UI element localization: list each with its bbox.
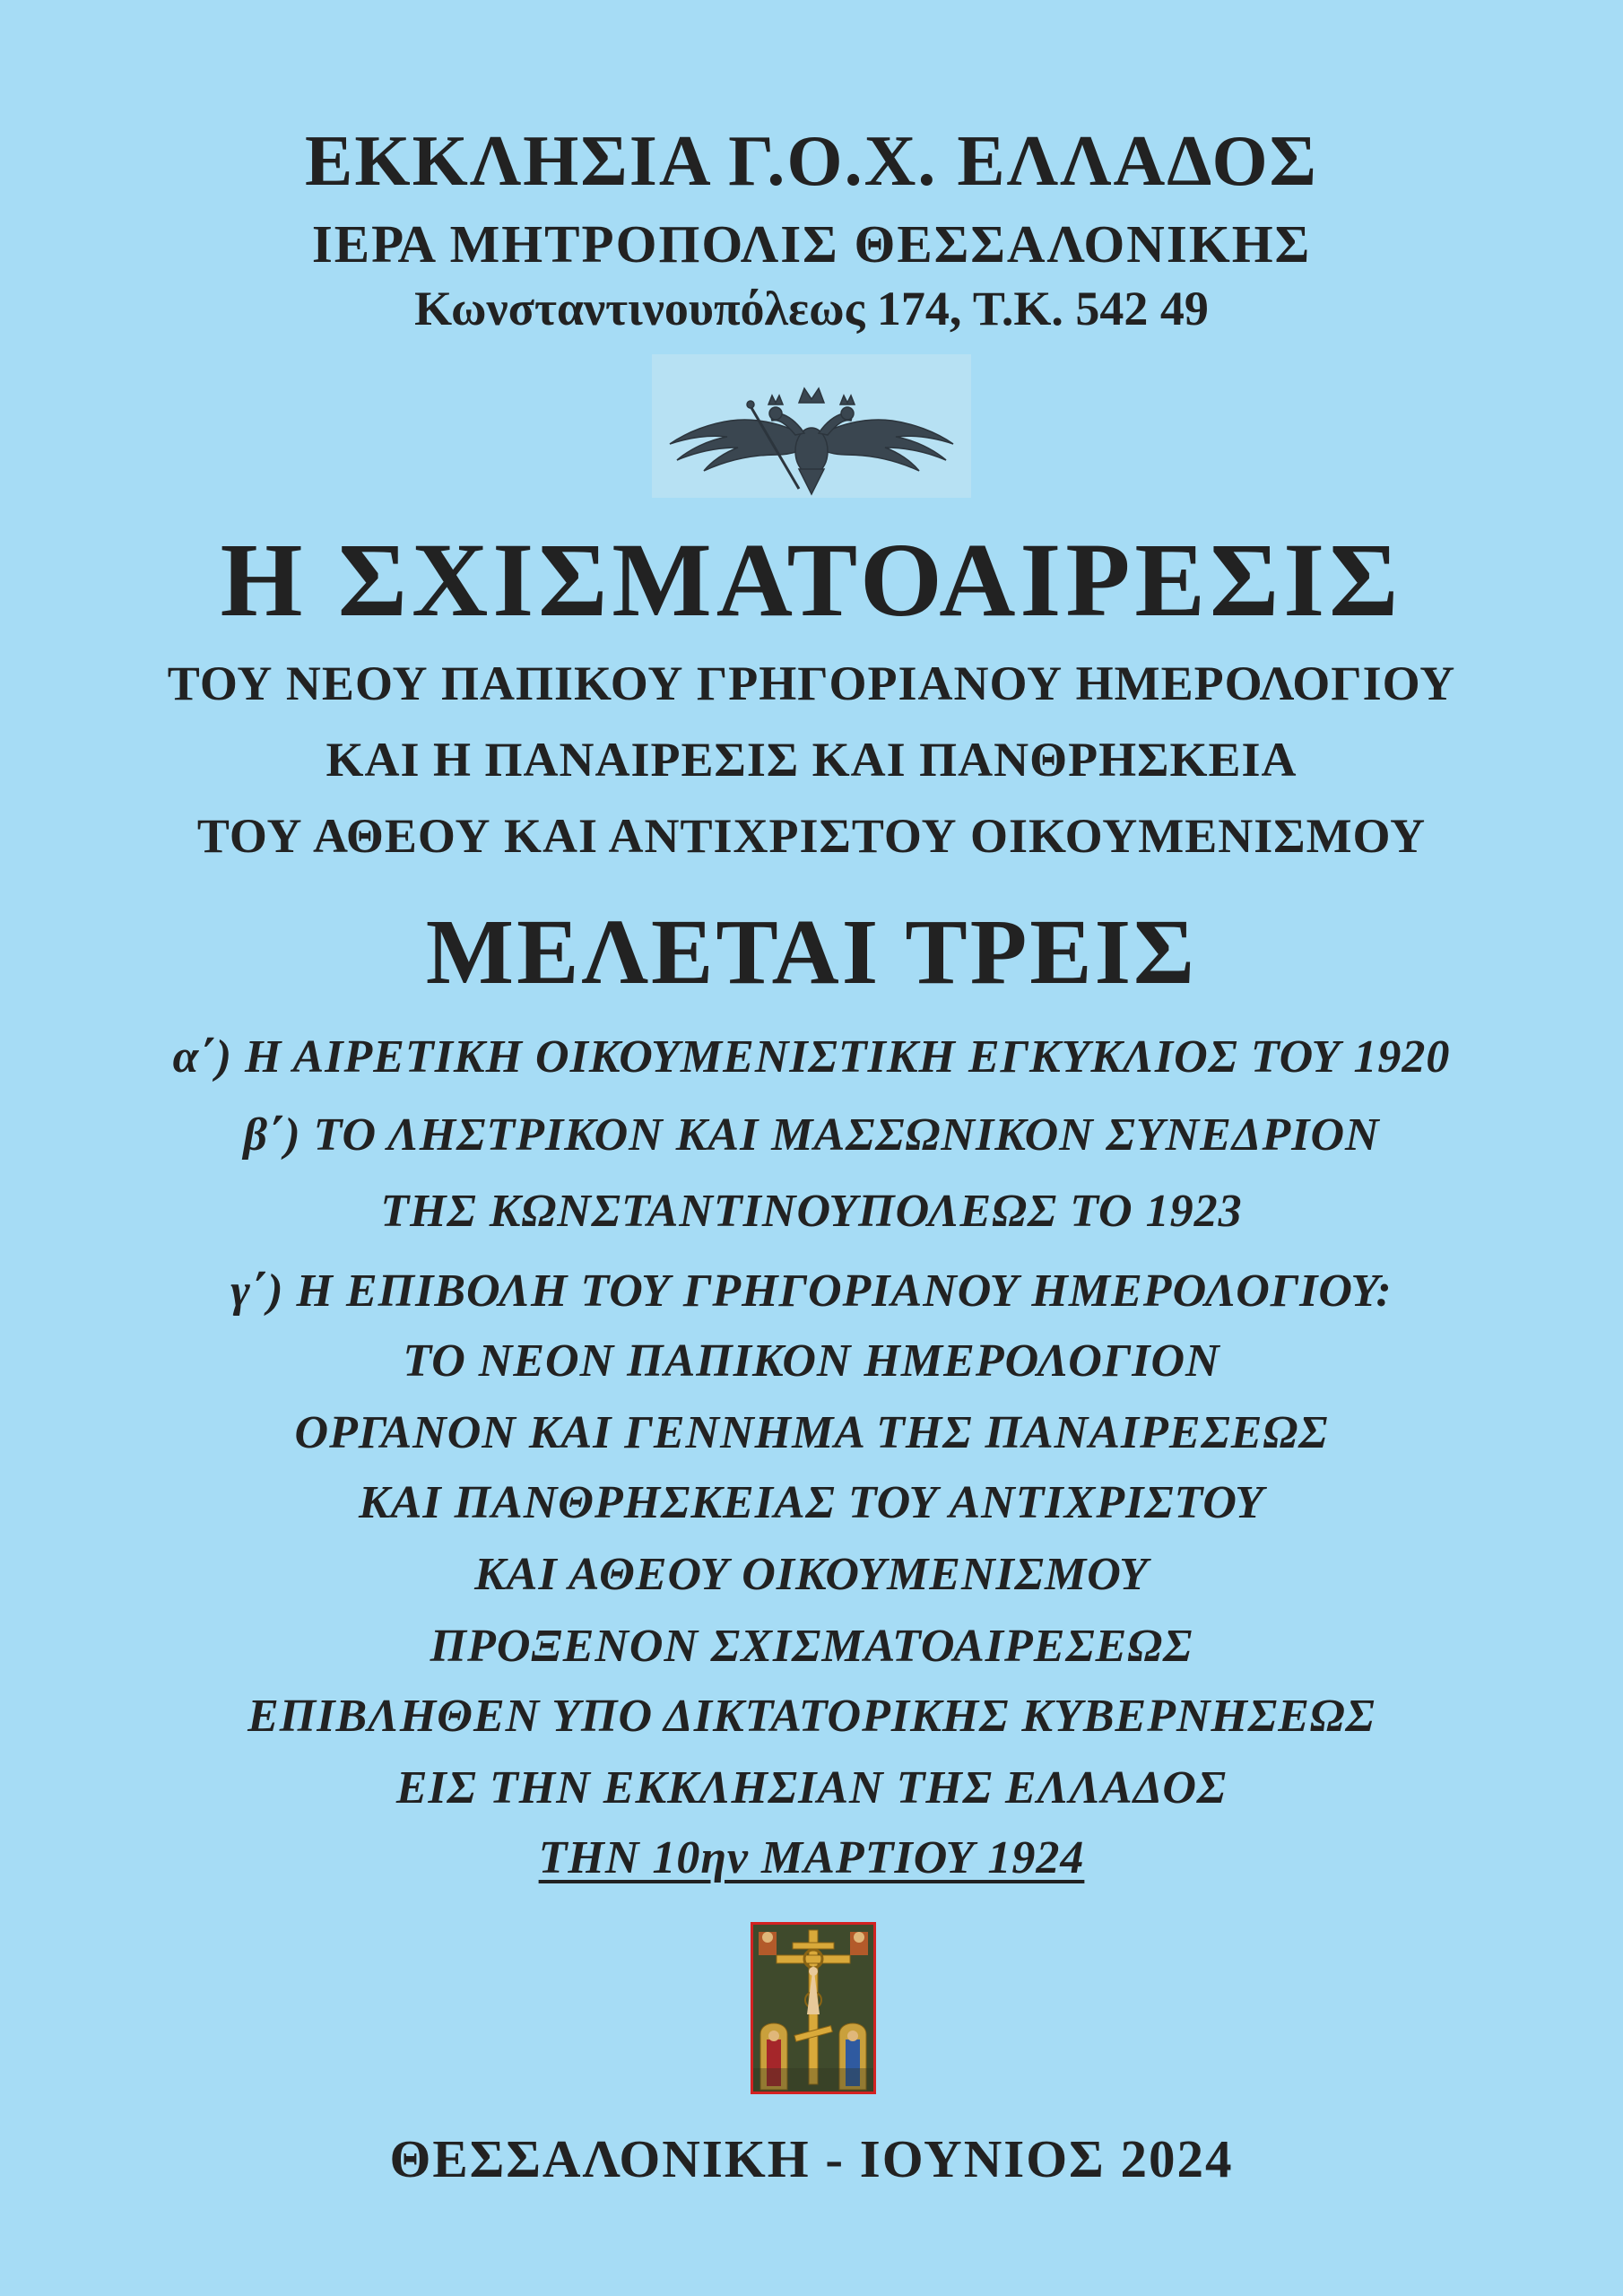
header-metropolis: ΙΕΡΑ ΜΗΤΡΟΠΟΛΙΣ ΘΕΣΣΑΛΟΝΙΚΗΣ <box>311 214 1312 274</box>
date-text: ΤΗΝ 10ην ΜΑΡΤΙΟΥ 1924 <box>538 1832 1085 1883</box>
footer-place-date: ΘΕΣΣΑΛΟΝΙΚΗ - ΙΟΥΝΙΟΣ 2024 <box>389 2129 1234 2188</box>
contents-line: ΟΡΓΑΝΟΝ ΚΑΙ ΓΕΝΝΗΜΑ ΤΗΣ ΠΑΝΑΙΡΕΣΕΩΣ <box>294 1407 1329 1458</box>
contents-date-line <box>0 1832 1623 1883</box>
header-church: ΕΚΚΛΗΣΙΑ Γ.Ο.Χ. ΕΛΛΑΔΟΣ <box>305 122 1318 201</box>
contents-line: ΚΑΙ ΠΑΝΘΡΗΣΚΕΙΑΣ ΤΟΥ ΑΝΤΙΧΡΙΣΤΟΥ <box>358 1477 1265 1528</box>
contents-line: γ΄) Η ΕΠΙΒΟΛΗ ΤΟΥ ΓΡΗΓΟΡΙΑΝΟΥ ΗΜΕΡΟΛΟΓΙΟΥ: <box>230 1265 1393 1317</box>
main-title: Η ΣΧΙΣΜΑΤΟΑΙΡΕΣΙΣ <box>220 521 1403 639</box>
header-address: Κωνσταντινουπόλεως 174, Τ.Κ. 542 49 <box>414 282 1209 335</box>
subtitle-line: ΤΟΥ ΝΕΟΥ ΠΑΠΙΚΟΥ ΓΡΗΓΟΡΙΑΝΟΥ ΗΜΕΡΟΛΟΓΙΟΥ <box>167 657 1456 710</box>
subtitle-line: ΚΑΙ Η ΠΑΝΑΙΡΕΣΙΣ ΚΑΙ ΠΑΝΘΡΗΣΚΕΙΑ <box>325 733 1298 787</box>
contents-line: β΄) ΤΟ ΛΗΣΤΡΙΚΟΝ ΚΑΙ ΜΑΣΣΩΝΙΚΟΝ ΣΥΝΕΔΡΙΟΝ <box>243 1109 1380 1161</box>
double-headed-eagle-icon <box>652 354 971 498</box>
contents-line: ΕΙΣ ΤΗΝ ΕΚΚΛΗΣΙΑΝ ΤΗΣ ΕΛΛΑΔΟΣ <box>395 1762 1228 1813</box>
crucifixion-icon <box>751 1922 876 2094</box>
subtitle-line: ΤΟΥ ΑΘΕΟΥ ΚΑΙ ΑΝΤΙΧΡΙΣΤΟΥ ΟΙΚΟΥΜΕΝΙΣΜΟΥ <box>196 809 1427 863</box>
contents-line: ΠΡΟΞΕΝΟΝ ΣΧΙΣΜΑΤΟΑΙΡΕΣΕΩΣ <box>430 1621 1193 1672</box>
contents-line: ΕΠΙΒΛΗΘΕΝ ΥΠΟ ΔΙΚΤΑΤΟΡΙΚΗΣ ΚΥΒΕΡΝΗΣΕΩΣ <box>247 1691 1376 1742</box>
contents-line: ΤΗΣ ΚΩΝΣΤΑΝΤΙΝΟΥΠΟΛΕΩΣ ΤΟ 1923 <box>380 1186 1243 1237</box>
studies-heading: ΜΕΛΕΤΑΙ ΤΡΕΙΣ <box>425 900 1198 1004</box>
contents-line: ΤΟ ΝΕΟΝ ΠΑΠΙΚΟΝ ΗΜΕΡΟΛΟΓΙΟΝ <box>403 1335 1220 1387</box>
contents-line: α΄) Η ΑΙΡΕΤΙΚΗ ΟΙΚΟΥΜΕΝΙΣΤΙΚΗ ΕΓΚΥΚΛΙΟΣ ΤΟΥ 1920 <box>172 1031 1451 1083</box>
contents-line: ΚΑΙ ΑΘΕΟΥ ΟΙΚΟΥΜΕΝΙΣΜΟΥ <box>474 1549 1149 1600</box>
